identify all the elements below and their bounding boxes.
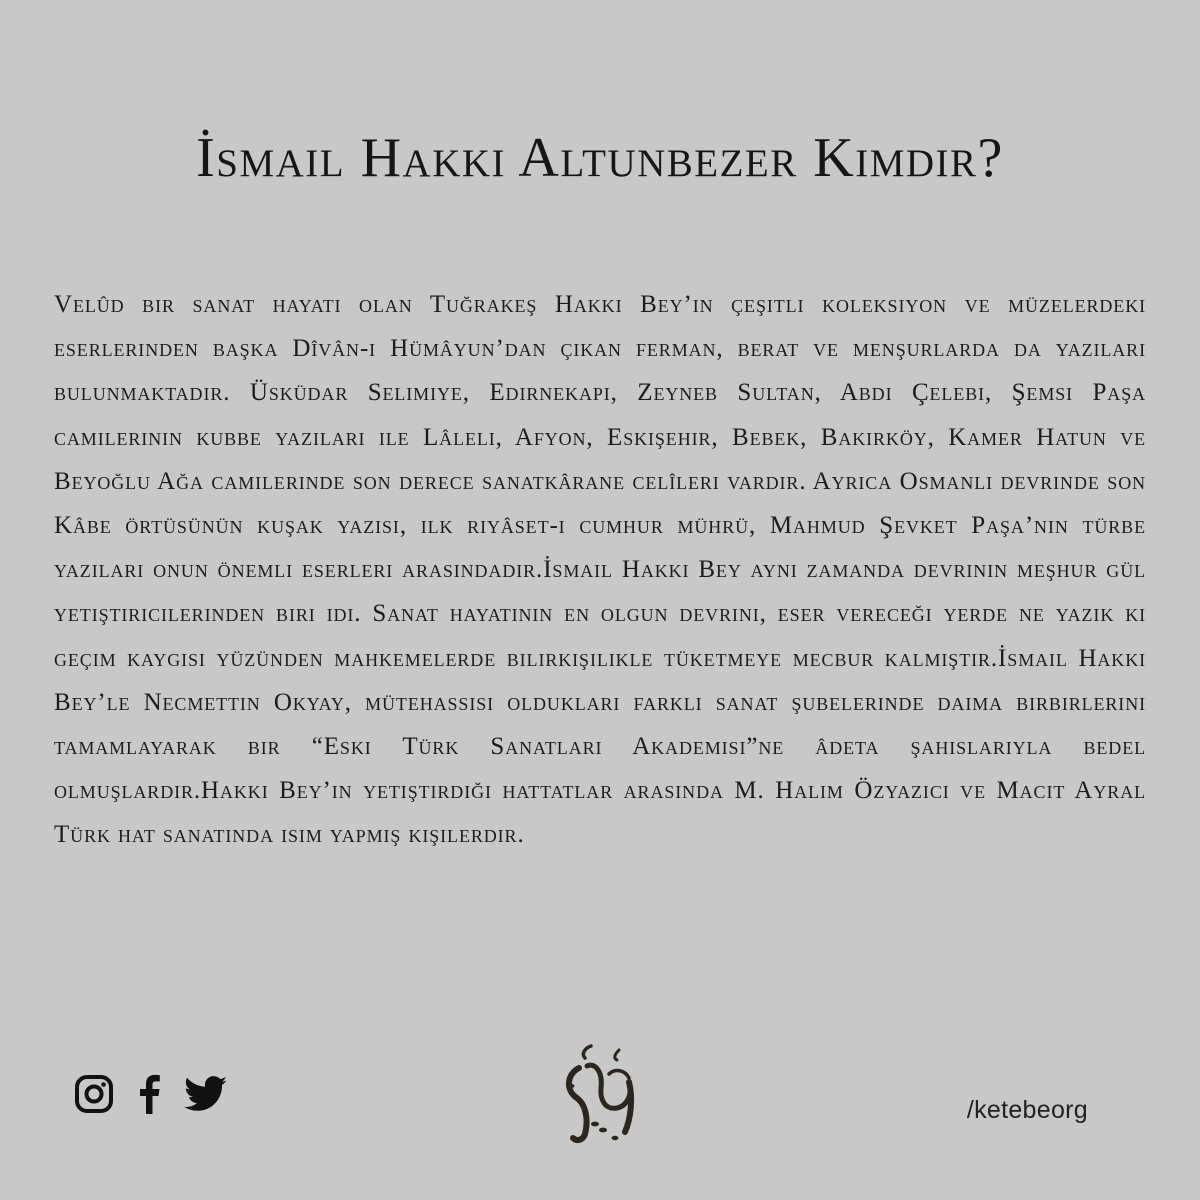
calligraphy-logo-icon [545,1038,655,1148]
twitter-icon[interactable] [184,1076,228,1112]
social-handle: /ketebeorg [966,1096,1088,1124]
article-body: Velûd bir sanat hayatı olan Tuğrakeş Hakkı Bey’in çeşitli koleksiyon ve müzelerdeki eserlerinden başka Dîvân-ı Hümâyun’dan çıkan ferman, berat ve menşurlarda da yazıları bulunmaktadır. Üsküdar Selimiye, Edirnekapı, Zeyneb Sultan, Abdi Çelebi, Şemsi Paşa camilerinin kubbe yazıları ile Lâleli, Afyon, Eskişehir, Bebek, Bakırköy, Kamer Hatun ve Beyoğlu Ağa camilerinde son derece sanatkârane celîleri vardır. Ayrıca Osmanlı devrinde son Kâbe örtüsünün kuşak yazısı, ilk riyâset-i cumhur mührü, Mahmud Şevket Paşa’nın türbe yazıları onun önemli eserleri arasındadır.İsmail Hakkı Bey aynı zamanda devrinin meşhur gül yetiştiricilerinden biri idi. Sanat hayatının en olgun devrini, eser vereceği yerde ne yazık ki geçim kaygısı yüzünden mahkemelerde bilirkişilikle tüketmeye mecbur kalmıştır.İsmail Hakkı Bey’le Necmettin Okyay, mütehassısı oldukları farklı sanat şubelerinde daima birbirlerini tamamlayarak bir “Eski Türk Sanatları Akademisi”ne âdeta şahıslarıyla bedel olmuşlardır.Hakkı Bey’in yetiştirdiği hattatlar arasında M. Halim Özyazıcı ve Macit Ayral Türk hat sanatında isim yapmış kişilerdir. [54,291,1146,849]
instagram-icon[interactable] [74,1074,114,1114]
ketebe-logo [545,1038,655,1148]
page-title: İsmail Hakkı Altunbezer Kimdir? [196,127,1004,189]
facebook-icon[interactable] [136,1074,162,1114]
social-links [74,1074,250,1114]
